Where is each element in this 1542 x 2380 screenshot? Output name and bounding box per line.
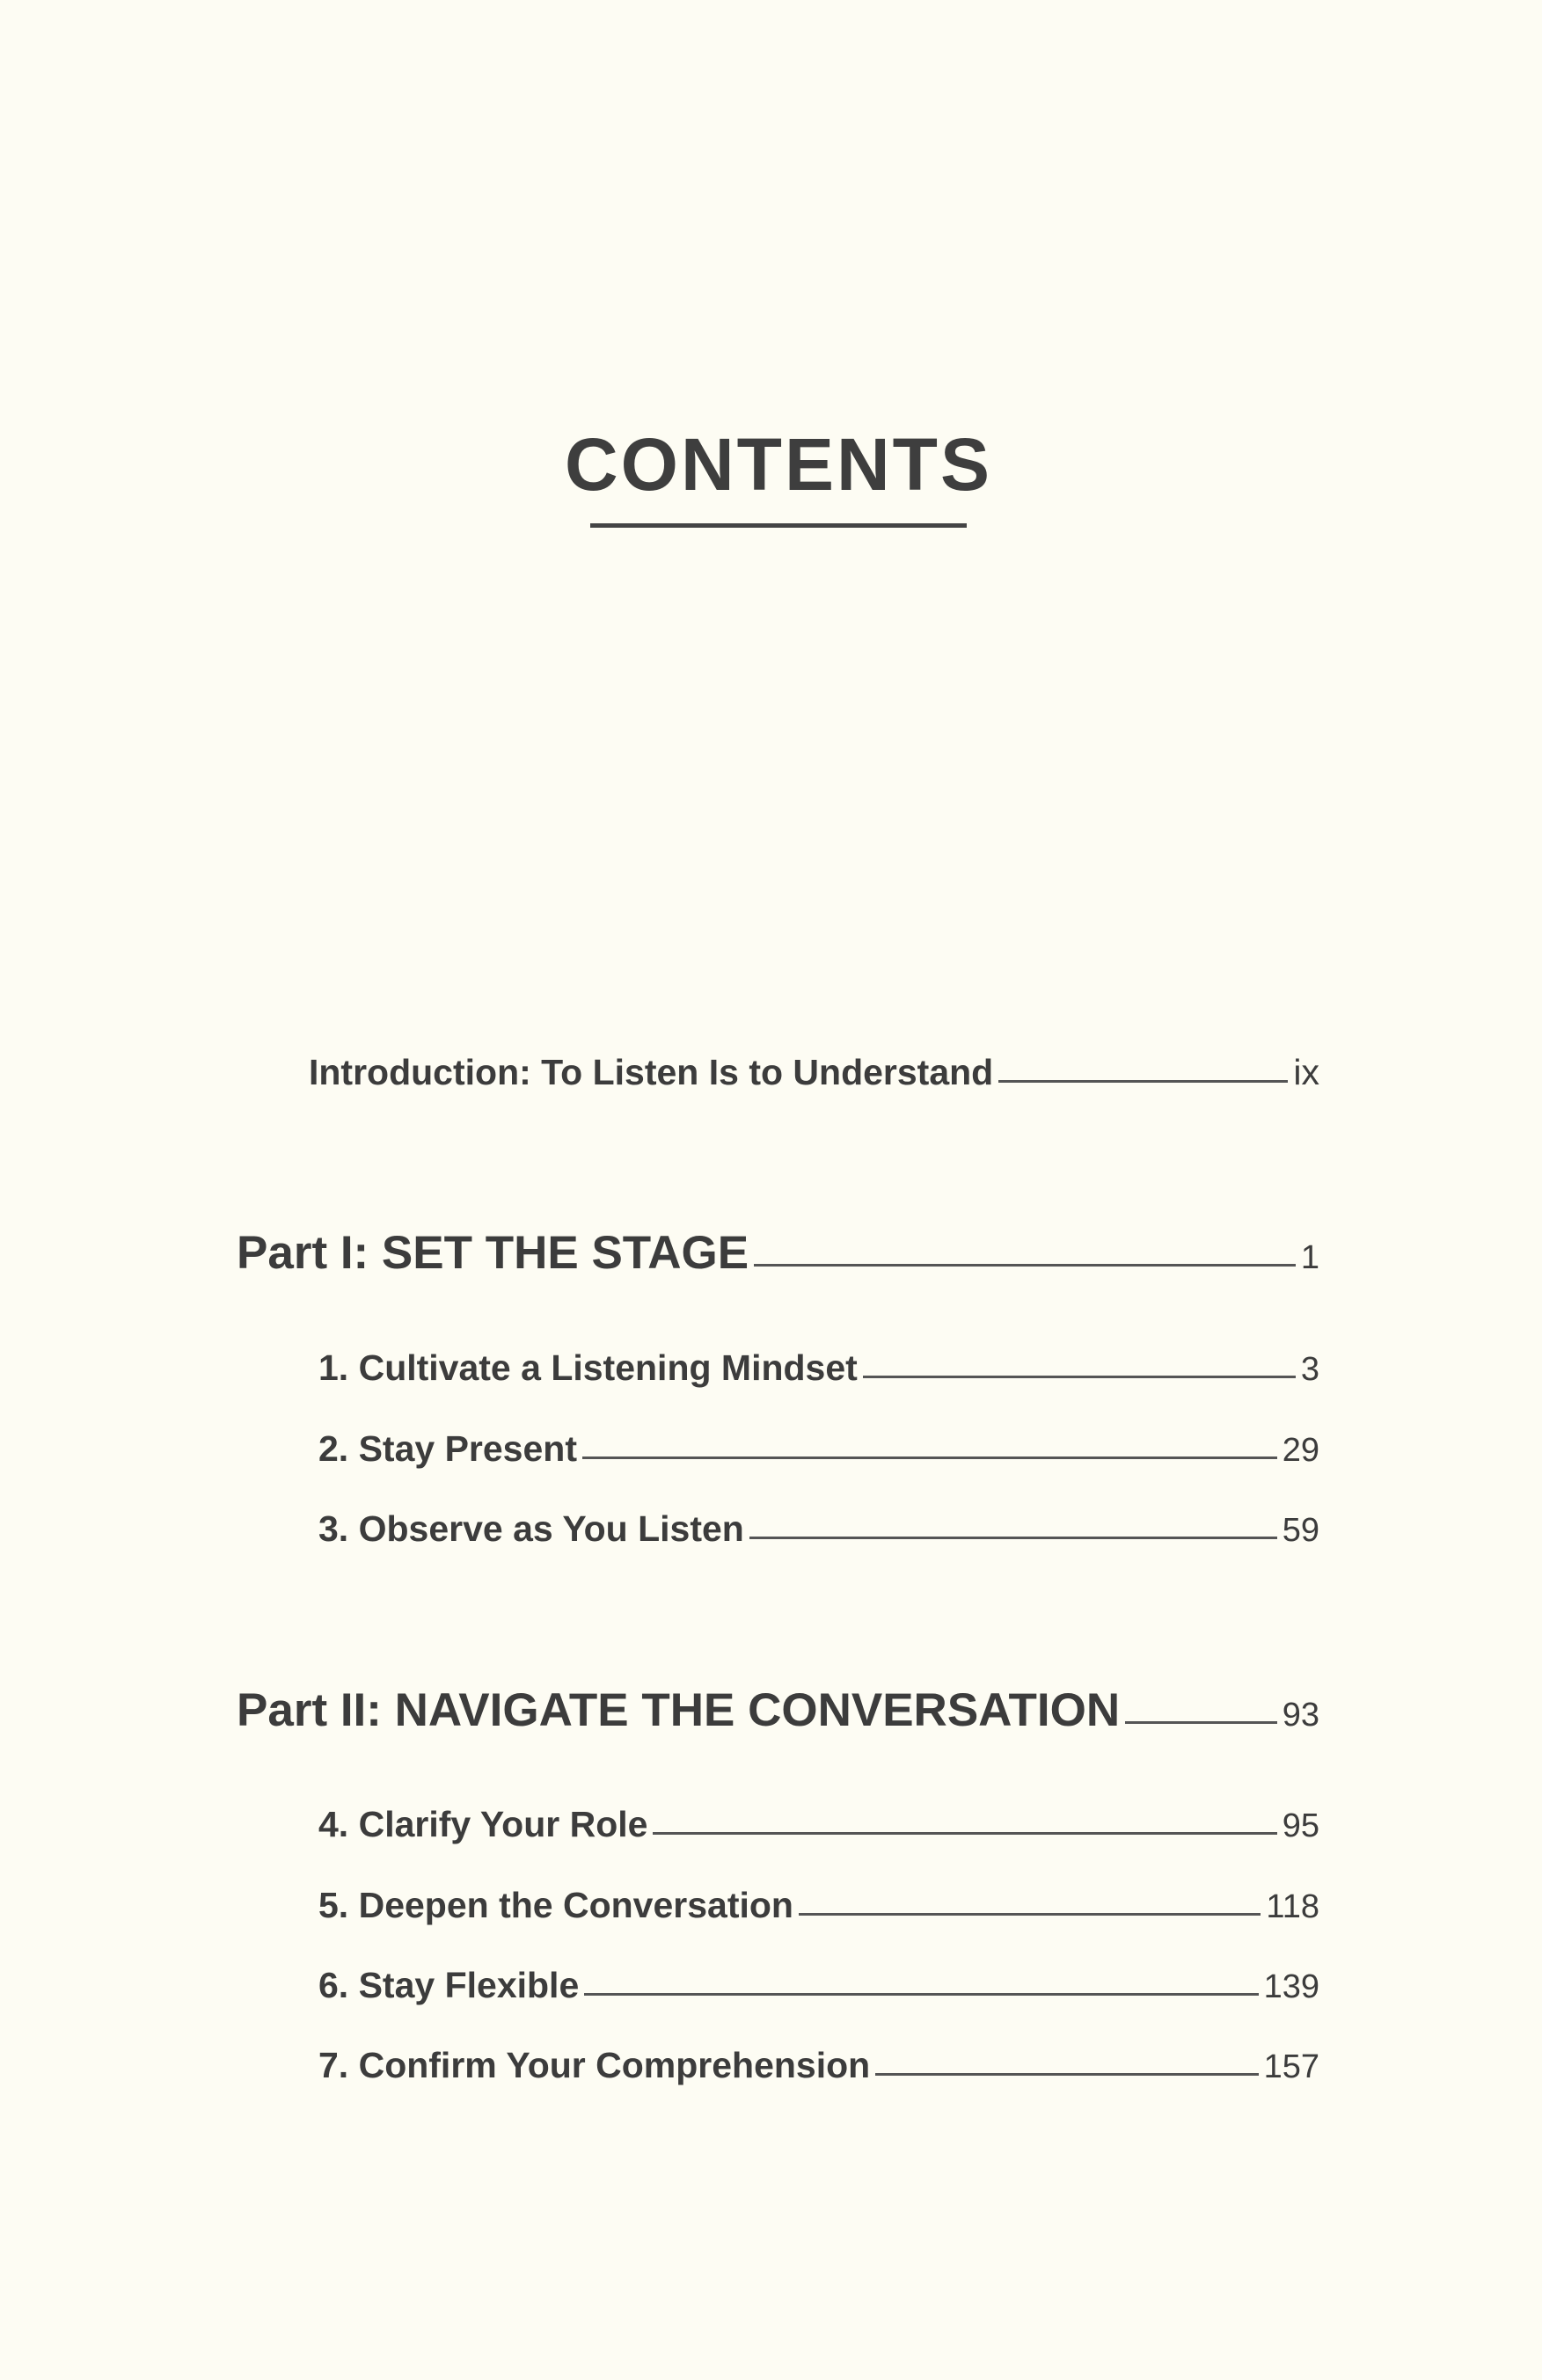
page-number: 95 [1282,1807,1319,1844]
toc-entry-label: 7. Confirm Your Comprehension [318,2045,871,2085]
leader-line [875,2073,1258,2076]
page-number: 157 [1263,2048,1319,2085]
toc-entry-part-2[interactable] [237,1683,1319,1737]
toc-entry-chapter-3[interactable] [318,1508,1319,1550]
leader-line [582,1456,1277,1459]
toc-entry-chapter-2[interactable] [318,1428,1319,1470]
page-number: 139 [1263,1968,1319,2005]
intro-title: To Listen Is to Understand [530,1052,994,1092]
page-number: 1 [1300,1239,1319,1276]
toc-entry-label [309,1052,993,1093]
title-underline [590,523,967,528]
toc-entry-label: 3. Observe as You Listen [318,1508,744,1549]
toc-entry-chapter-6[interactable] [318,1965,1319,2006]
toc-entry-label: Part II: NAVIGATE THE CONVERSATION [237,1684,1121,1736]
page-number: 3 [1300,1351,1319,1388]
page-title: CONTENTS [565,423,992,506]
leader-line [653,1832,1276,1835]
toc-entry-chapter-1[interactable] [318,1347,1319,1389]
intro-prefix: Introduction: [309,1052,531,1092]
leader-line [998,1080,1288,1083]
leader-line [799,1913,1261,1916]
page-number: 29 [1282,1432,1319,1469]
page-number: ix [1293,1052,1319,1092]
toc-entry-label: 4. Clarify Your Role [318,1804,648,1844]
toc-entry-chapter-4[interactable] [318,1804,1319,1845]
toc-entry-label: Part I: SET THE STAGE [237,1227,749,1279]
toc-entry-chapter-7[interactable] [318,2045,1319,2086]
toc-entry-label: 2. Stay Present [318,1428,577,1469]
toc-entry-label: 6. Stay Flexible [318,1965,580,2005]
leader-line [863,1376,1296,1378]
page-number: 93 [1282,1697,1319,1734]
toc-entry-chapter-5[interactable] [318,1885,1319,1926]
leader-line [754,1264,1296,1267]
leader-line [749,1537,1277,1539]
leader-line [1125,1721,1277,1724]
toc-entry-label: 1. Cultivate a Listening Mindset [318,1347,858,1388]
toc-entry-introduction[interactable] [309,1052,1319,1093]
leader-line [584,1993,1258,1996]
page-number: 59 [1282,1512,1319,1549]
toc-entry-label: 5. Deepen the Conversation [318,1885,793,1925]
page-number: 118 [1266,1888,1319,1925]
toc-entry-part-1[interactable] [237,1226,1319,1280]
